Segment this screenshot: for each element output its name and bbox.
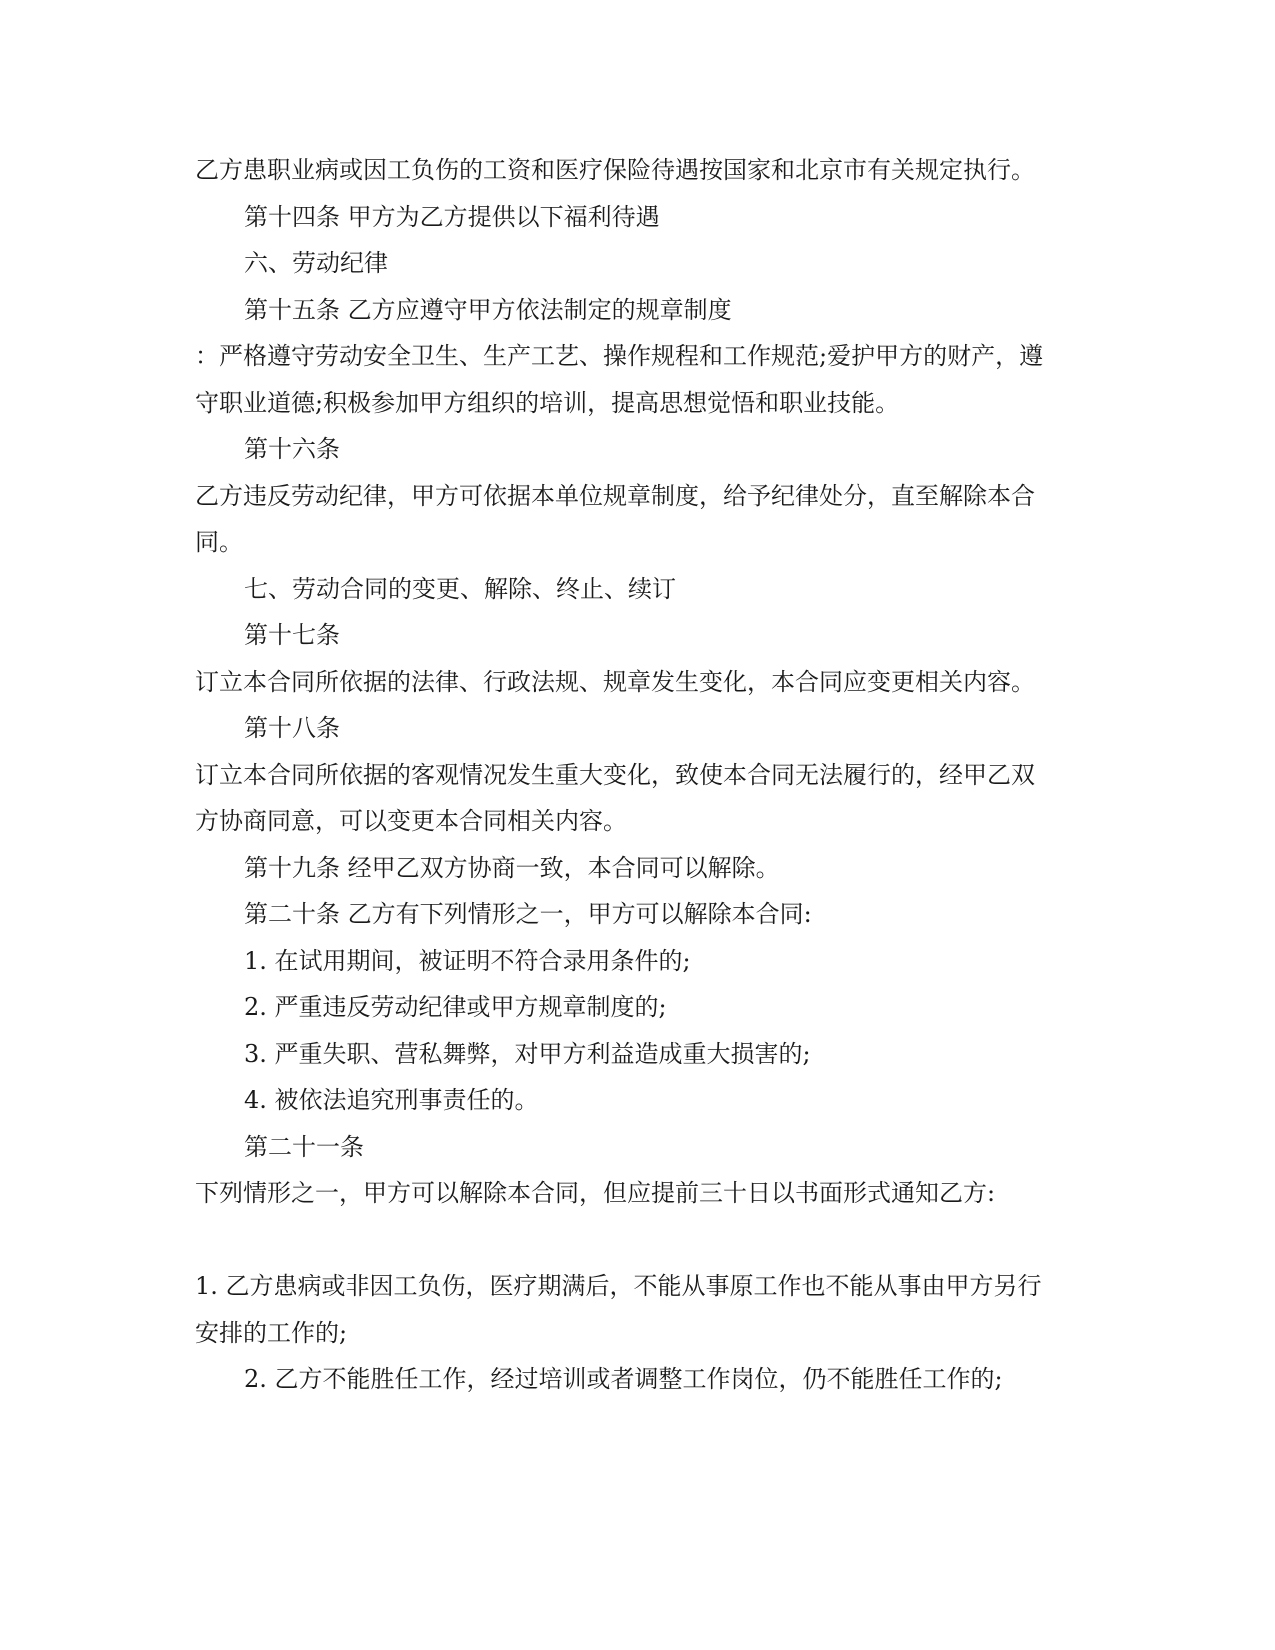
article-17-heading: 第十七条 [244,621,340,649]
paragraph-line: 守职业道德;积极参加甲方组织的培训，提高思想觉悟和职业技能。 [195,389,900,417]
paragraph-line: 乙方患职业病或因工负伤的工资和医疗保险待遇按国家和北京市有关规定执行。 [195,156,1035,184]
paragraph-line: 方协商同意，可以变更本合同相关内容。 [195,807,627,835]
section-7-heading: 七、劳动合同的变更、解除、终止、续订 [244,575,676,603]
article-20-line: 第二十条 乙方有下列情形之一，甲方可以解除本合同: [244,900,812,928]
list-item: 2. 乙方不能胜任工作，经过培训或者调整工作岗位，仍不能胜任工作的; [244,1365,1003,1393]
paragraph-line: 乙方违反劳动纪律，甲方可依据本单位规章制度，给予纪律处分，直至解除本合 [195,482,1035,510]
paragraph-line: 订立本合同所依据的客观情况发生重大变化，致使本合同无法履行的，经甲乙双 [195,761,1035,789]
paragraph-line: 下列情形之一，甲方可以解除本合同，但应提前三十日以书面形式通知乙方: [195,1179,996,1207]
article-15-heading: 第十五条 乙方应遵守甲方依法制定的规章制度 [244,296,732,324]
article-16-heading: 第十六条 [244,435,340,463]
article-19-line: 第十九条 经甲乙双方协商一致，本合同可以解除。 [244,854,780,882]
paragraph-line: 订立本合同所依据的法律、行政法规、规章发生变化，本合同应变更相关内容。 [195,668,1035,696]
list-item: 3. 严重失职、营私舞弊，对甲方利益造成重大损害的; [244,1040,811,1068]
article-21-heading: 第二十一条 [244,1133,364,1161]
paragraph-line: ：严格遵守劳动安全卫生、生产工艺、操作规程和工作规范;爱护甲方的财产，遵 [195,342,1044,370]
article-14-heading: 第十四条 甲方为乙方提供以下福利待遇 [244,203,660,231]
list-item: 4. 被依法追究刑事责任的。 [244,1086,539,1114]
paragraph-line: 同。 [195,528,243,556]
list-item-continuation: 安排的工作的; [195,1319,348,1347]
list-item: 2. 严重违反劳动纪律或甲方规章制度的; [244,993,667,1021]
section-6-heading: 六、劳动纪律 [244,249,388,277]
article-18-heading: 第十八条 [244,714,340,742]
list-item: 1. 在试用期间，被证明不符合录用条件的; [244,947,691,975]
list-item: 1. 乙方患病或非因工负伤，医疗期满后，不能从事原工作也不能从事由甲方另行 [195,1272,1042,1300]
